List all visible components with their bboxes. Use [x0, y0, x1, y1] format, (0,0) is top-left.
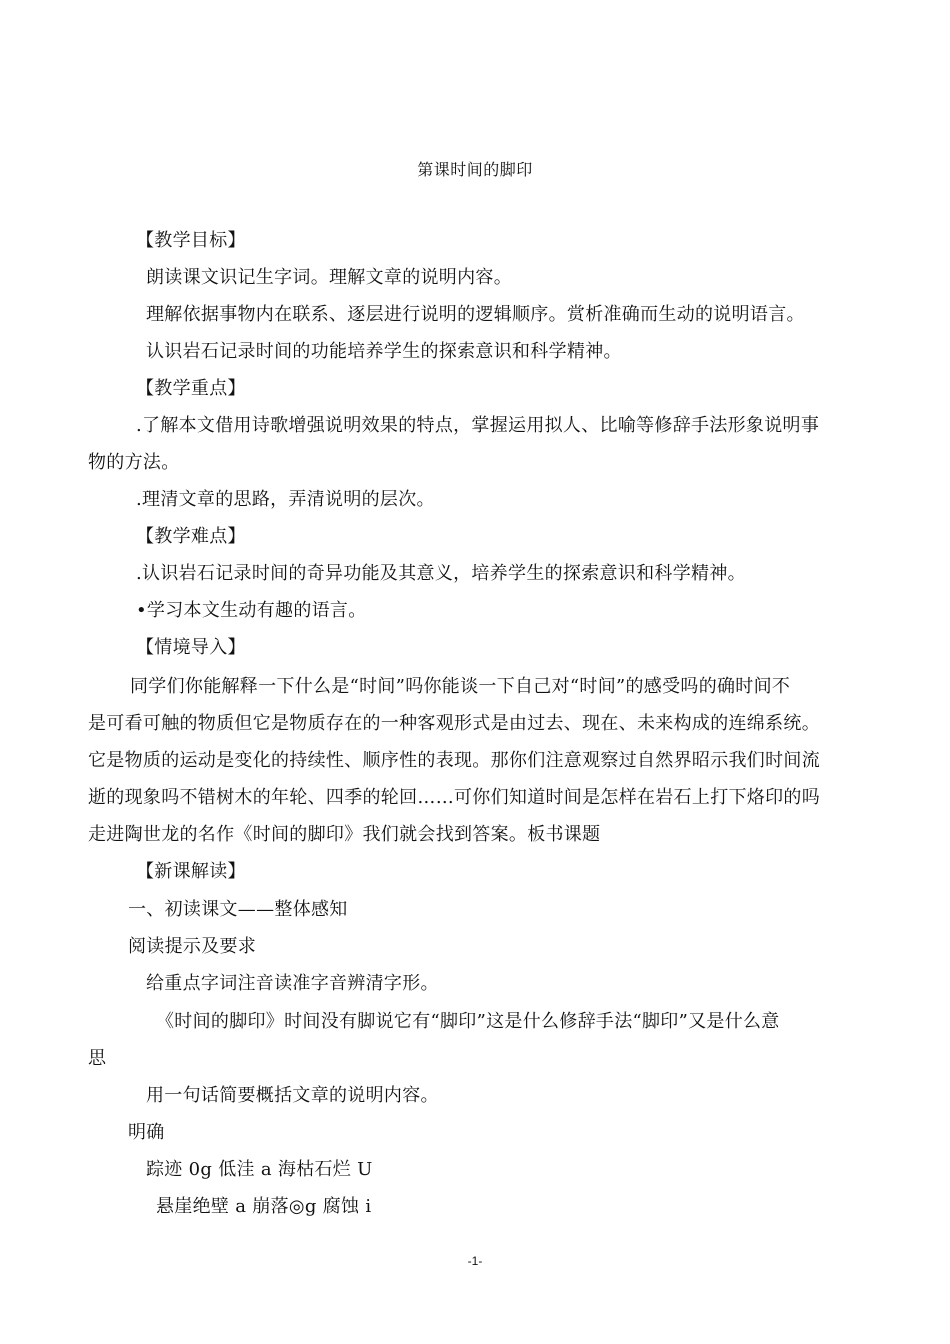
key-point-item: .了解本文借用诗歌增强说明效果的特点，掌握运用拟人、比喻等修辞手法形象说明事 [136, 415, 820, 436]
reading-tip: 给重点字词注音读准字音辨清字形。 [146, 973, 439, 994]
heading-scenario-intro: 【情境导入】 [136, 637, 246, 658]
clarify-label: 明确 [128, 1122, 165, 1143]
page-number: -1- [467, 1254, 483, 1268]
heading-key-points: 【教学重点】 [136, 378, 246, 399]
intro-paragraph-line: 逝的现象吗不错树木的年轮、四季的轮回……可你们知道时间是怎样在岩石上打下烙印的吗 [88, 787, 820, 808]
heading-new-lesson: 【新课解读】 [136, 861, 246, 882]
heading-teaching-goals: 【教学目标】 [136, 230, 246, 251]
reading-tip: 用一句话简要概括文章的说明内容。 [146, 1085, 439, 1106]
heading-difficulties: 【教学难点】 [136, 526, 246, 547]
page-title: 第课时间的脚印 [417, 160, 533, 179]
intro-paragraph-line: 它是物质的运动是变化的持续性、顺序性的表现。那你们注意观察过自然界昭示我们时间流 [88, 750, 820, 771]
goal-item: 理解依据事物内在联系、逐层进行说明的逻辑顺序。赏析准确而生动的说明语言。 [146, 304, 805, 325]
intro-paragraph-line: 同学们你能解释一下什么是“时间”吗你能谈一下自己对“时间”的感受吗的确时间不 [130, 676, 791, 697]
vocab-line: 踪迹 0g 低洼 a 海枯石烂 U [146, 1159, 373, 1180]
difficulty-item: .认识岩石记录时间的奇异功能及其意义，培养学生的探索意识和科学精神。 [136, 563, 746, 584]
difficulty-item: •学习本文生动有趣的语言。 [136, 600, 367, 621]
key-point-item: .理清文章的思路，弄清说明的层次。 [136, 489, 435, 510]
intro-paragraph-line: 是可看可触的物质但它是物质存在的一种客观形式是由过去、现在、未来构成的连绵系统。 [88, 713, 820, 734]
key-point-item-continued: 物的方法。 [88, 452, 180, 473]
goal-item: 朗读课文识记生字词。理解文章的说明内容。 [146, 267, 512, 288]
reading-tips-label: 阅读提示及要求 [128, 936, 257, 957]
vocab-line: 悬崖绝壁 a 崩落◎g 腐蚀 i [156, 1196, 372, 1217]
reading-tip-continued: 思 [88, 1048, 107, 1069]
lesson-part-heading: 一、初读课文——整体感知 [128, 899, 348, 920]
goal-item: 认识岩石记录时间的功能培养学生的探索意识和科学精神。 [146, 341, 622, 362]
reading-tip: 《时间的脚印》时间没有脚说它有“脚印”这是什么修辞手法“脚印”又是什么意 [156, 1011, 780, 1032]
intro-paragraph-line: 走进陶世龙的名作《时间的脚印》我们就会找到答案。板书课题 [88, 824, 601, 845]
